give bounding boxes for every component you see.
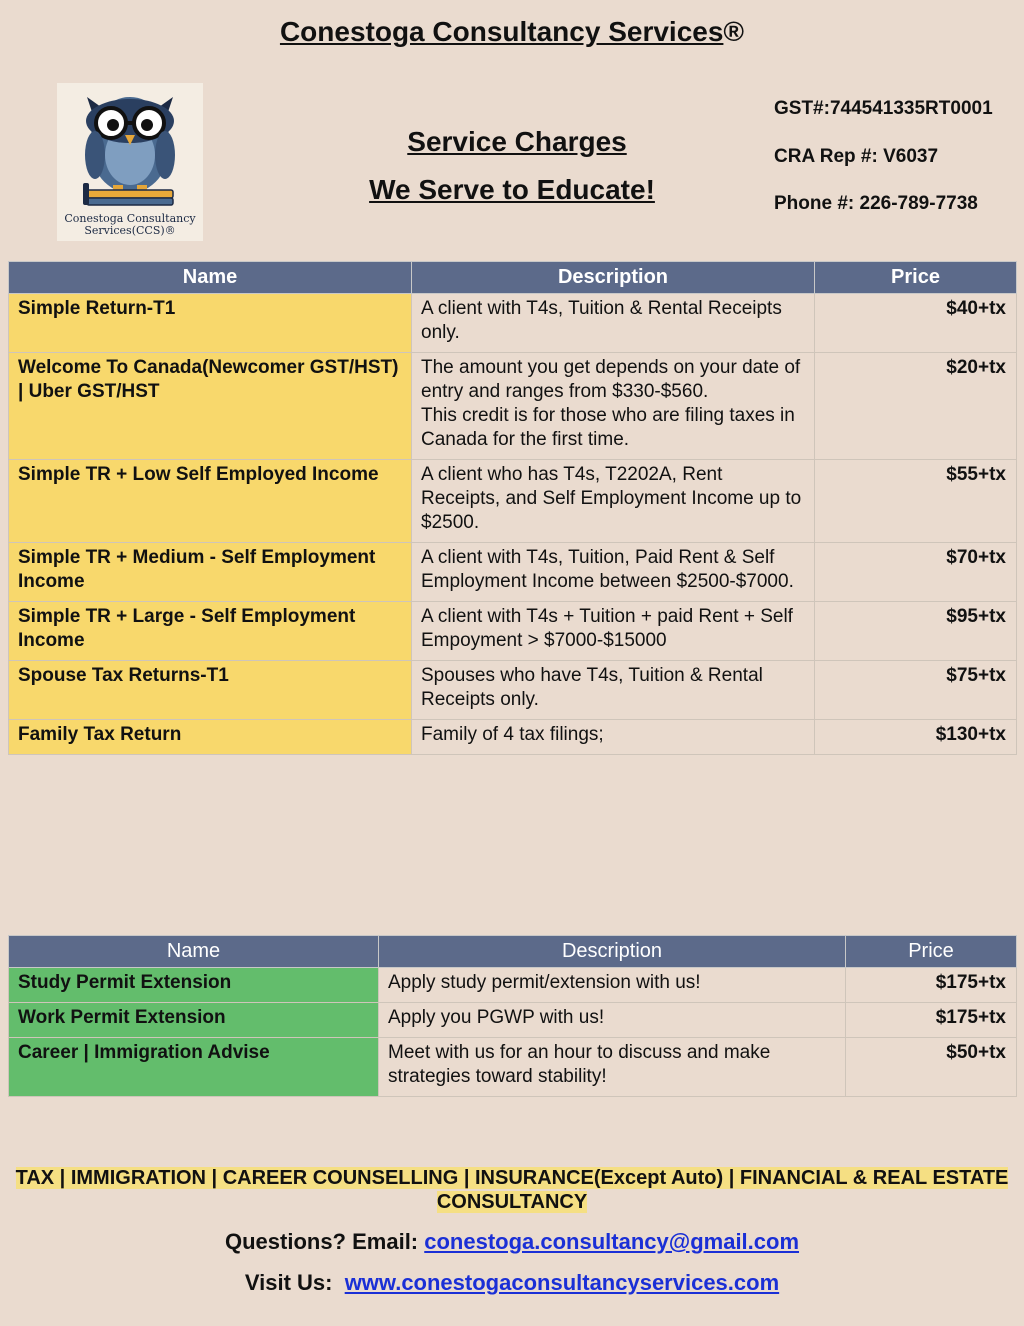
column-header-description: Description <box>379 936 846 968</box>
website-link[interactable]: www.conestogaconsultancyservices.com <box>344 1270 780 1295</box>
service-price: $95+tx <box>815 602 1017 661</box>
service-description: A client who has T4s, T2202A, Rent Receipts, and Self Employment Income up to $2500. <box>412 460 815 543</box>
email-contact <box>0 1229 1024 1255</box>
table-row <box>9 968 1017 1003</box>
email-label: Questions? Email: <box>224 1229 425 1254</box>
service-price: $50+tx <box>846 1038 1017 1097</box>
service-name: Simple TR + Medium - Self Employment Income <box>9 543 412 602</box>
gst-number: GST#:744541335RT0001 <box>774 98 993 119</box>
email-link[interactable]: conestoga.consultancy@gmail.com <box>424 1229 800 1254</box>
column-header-price: Price <box>815 262 1017 294</box>
company-logo <box>57 83 203 241</box>
cra-rep-number: CRA Rep #: V6037 <box>774 146 939 167</box>
immigration-services-table <box>8 935 1017 1097</box>
tax-services-table <box>8 261 1017 755</box>
table-row <box>9 602 1017 661</box>
service-description: Spouses who have T4s, Tuition & Rental Receipts only. <box>412 661 815 720</box>
visit-label: Visit Us: <box>244 1270 345 1295</box>
service-description: Meet with us for an hour to discuss and make strategies toward stability! <box>379 1038 846 1097</box>
table-row <box>9 661 1017 720</box>
service-name: Career | Immigration Advise <box>9 1038 379 1097</box>
column-header-description: Description <box>412 262 815 294</box>
column-header-name: Name <box>9 262 412 294</box>
service-name: Welcome To Canada(Newcomer GST/HST) | Uber GST/HST <box>9 353 412 460</box>
service-price: $75+tx <box>815 661 1017 720</box>
service-description-line1: The amount you get depends on your date of entry and ranges from $330-$560. <box>421 357 801 402</box>
table-row <box>9 720 1017 755</box>
service-description-line2: This credit is for those who are filing taxes in Canada for the first time. <box>421 405 795 450</box>
service-price: $130+tx <box>815 720 1017 755</box>
column-header-price: Price <box>846 936 1017 968</box>
table-row <box>9 1038 1017 1097</box>
service-name: Simple TR + Low Self Employed Income <box>9 460 412 543</box>
service-price: $20+tx <box>815 353 1017 460</box>
service-description <box>412 353 815 460</box>
service-price: $175+tx <box>846 968 1017 1003</box>
service-description: A client with T4s + Tuition + paid Rent + Self Empoyment > $7000-$15000 <box>412 602 815 661</box>
logo-text <box>57 213 203 237</box>
services-banner <box>0 1166 1024 1214</box>
service-description: Apply you PGWP with us! <box>379 1003 846 1038</box>
service-name: Simple Return-T1 <box>9 294 412 353</box>
service-description: Apply study permit/extension with us! <box>379 968 846 1003</box>
service-name: Simple TR + Large - Self Employment Income <box>9 602 412 661</box>
logo-text-line1: Conestoga Consultancy <box>64 212 196 225</box>
service-name: Study Permit Extension <box>9 968 379 1003</box>
website-contact <box>0 1270 1024 1296</box>
table-header-row <box>9 936 1017 968</box>
service-description: A client with T4s, Tuition, Paid Rent & Self Employment Income between $2500-$7000. <box>412 543 815 602</box>
table-row <box>9 294 1017 353</box>
service-price: $175+tx <box>846 1003 1017 1038</box>
owl-books-icon <box>57 83 203 213</box>
tagline-heading: We Serve to Educate! <box>369 174 655 205</box>
page-title <box>0 16 1024 48</box>
table-row <box>9 460 1017 543</box>
table-header-row <box>9 262 1017 294</box>
table-row <box>9 1003 1017 1038</box>
logo-text-line2: Services(CCS)® <box>84 224 176 237</box>
service-name: Family Tax Return <box>9 720 412 755</box>
table-row <box>9 543 1017 602</box>
registered-mark: ® <box>723 16 745 47</box>
service-name: Work Permit Extension <box>9 1003 379 1038</box>
company-name: Conestoga Consultancy Services <box>279 16 724 47</box>
service-charges-heading: Service Charges <box>407 126 627 157</box>
phone-number: Phone #: 226-789-7738 <box>774 193 978 214</box>
service-price: $55+tx <box>815 460 1017 543</box>
service-price: $40+tx <box>815 294 1017 353</box>
column-header-name: Name <box>9 936 379 968</box>
service-description: Family of 4 tax filings; <box>412 720 815 755</box>
service-description: A client with T4s, Tuition & Rental Receipts only. <box>412 294 815 353</box>
service-price: $70+tx <box>815 543 1017 602</box>
services-banner-text: TAX | IMMIGRATION | CAREER COUNSELLING | INSURANCE(Except Auto) | FINANCIAL & REAL ESTATE CONSULTANCY <box>15 1167 1009 1213</box>
table-row <box>9 353 1017 460</box>
service-name: Spouse Tax Returns-T1 <box>9 661 412 720</box>
